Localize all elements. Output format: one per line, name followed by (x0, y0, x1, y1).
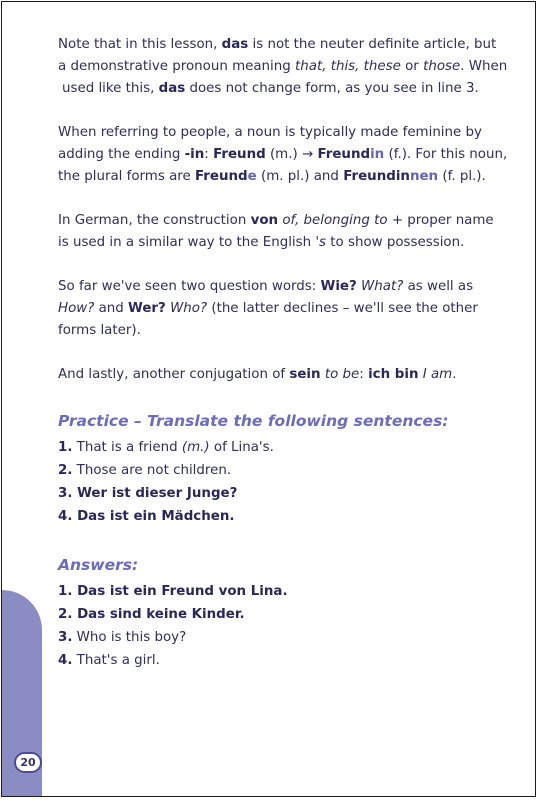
page-number-badge: 20 (14, 752, 42, 773)
translation: (m.) (181, 440, 210, 455)
paragraph-sein-conjugation (58, 364, 524, 386)
text: to show possession. (326, 235, 465, 250)
answers-list (58, 580, 524, 672)
text: When referring to people, a noun is typically made feminine by (58, 125, 482, 140)
keyword-ich-bin: ich bin (368, 367, 419, 382)
keyword-wie: Wie? (320, 279, 357, 294)
practice-item (58, 505, 524, 528)
text: forms later). (58, 323, 141, 338)
text: the plural forms are (58, 169, 195, 184)
german-sentence: Das sind keine Kinder. (72, 607, 245, 622)
keyword-von: von (250, 213, 279, 228)
translation: to be (324, 367, 360, 382)
keyword-wer: Wer? (128, 301, 166, 316)
translation: that, this, these (295, 59, 401, 74)
keyword-freund: Freund (213, 147, 266, 162)
practice-item (58, 436, 524, 459)
page-content (58, 34, 524, 672)
item-number: 4. (58, 509, 73, 524)
text: That's a girl. (72, 653, 160, 668)
text: : (204, 147, 214, 162)
text: and (94, 301, 129, 316)
text: So far we've seen two question words: (58, 279, 321, 294)
highlight-ending: nen (409, 169, 439, 184)
text: used like this, (62, 81, 159, 96)
paragraph-von-possession (58, 210, 524, 254)
text: : (359, 367, 369, 382)
keyword-ending: -in (184, 147, 205, 162)
highlight-ending: in (370, 147, 385, 162)
item-number: 2. (58, 607, 73, 622)
practice-item (58, 459, 524, 482)
text: adding the ending (58, 147, 185, 162)
translation: How? (58, 301, 95, 316)
text: is not the neuter definite article, but (248, 37, 497, 52)
text: as well as (403, 279, 474, 294)
keyword-das: das (158, 81, 186, 96)
text: or (400, 59, 424, 74)
highlight-ending: e (247, 169, 257, 184)
answers-heading: Answers: (58, 556, 139, 574)
translation: I am (422, 367, 453, 382)
text: Those are not children. (72, 463, 232, 478)
text: And lastly, another conjugation of (58, 367, 290, 382)
practice-item (58, 482, 524, 505)
keyword-das: das (221, 37, 249, 52)
keyword-freund: Freund (317, 147, 371, 162)
text: of Lina's. (209, 440, 274, 455)
german-sentence: Das ist ein Mädchen. (72, 509, 235, 524)
text: In German, the construction (58, 213, 251, 228)
text: . When (460, 59, 508, 74)
text: (the latter declines – we'll see the other (207, 301, 478, 316)
answer-item (58, 603, 524, 626)
keyword-sein: sein (289, 367, 321, 382)
text: (f. pl.). (438, 169, 486, 184)
keyword-freundin: Freundin (343, 169, 410, 184)
text: . (452, 367, 457, 382)
answer-item (58, 649, 524, 672)
item-number: 3. (58, 486, 73, 501)
item-number: 4. (58, 653, 73, 668)
item-number: 1. (58, 440, 73, 455)
text: (m. pl.) and (256, 169, 344, 184)
text: (f.). For this noun, (384, 147, 508, 162)
translation: those (423, 59, 461, 74)
translation: What? (361, 279, 404, 294)
item-number: 1. (58, 584, 73, 599)
paragraph-das-demonstrative (58, 34, 524, 100)
text: is used in a similar way to the English (58, 235, 316, 250)
translation: 's (315, 235, 327, 250)
translation: of, belonging to (282, 213, 388, 228)
item-number: 3. (58, 630, 73, 645)
keyword-freund: Freund (195, 169, 248, 184)
text: (m.) → (265, 147, 318, 162)
answer-item (58, 626, 524, 649)
text: That is a friend (72, 440, 182, 455)
paragraph-question-words (58, 276, 524, 342)
translation: Who? (170, 301, 208, 316)
german-sentence: Das ist ein Freund von Lina. (72, 584, 288, 599)
german-sentence: Wer ist dieser Junge? (72, 486, 238, 501)
text: a demonstrative pronoun meaning (58, 59, 296, 74)
practice-heading: Practice – Translate the following sentences: (58, 412, 449, 430)
answer-item (58, 580, 524, 603)
item-number: 2. (58, 463, 73, 478)
practice-list (58, 436, 524, 528)
text: does not change form, as you see in line 3. (185, 81, 479, 96)
text: Note that in this lesson, (58, 37, 222, 52)
text: Who is this boy? (72, 630, 187, 645)
text: + proper name (387, 213, 494, 228)
paragraph-feminine-nouns (58, 122, 524, 188)
